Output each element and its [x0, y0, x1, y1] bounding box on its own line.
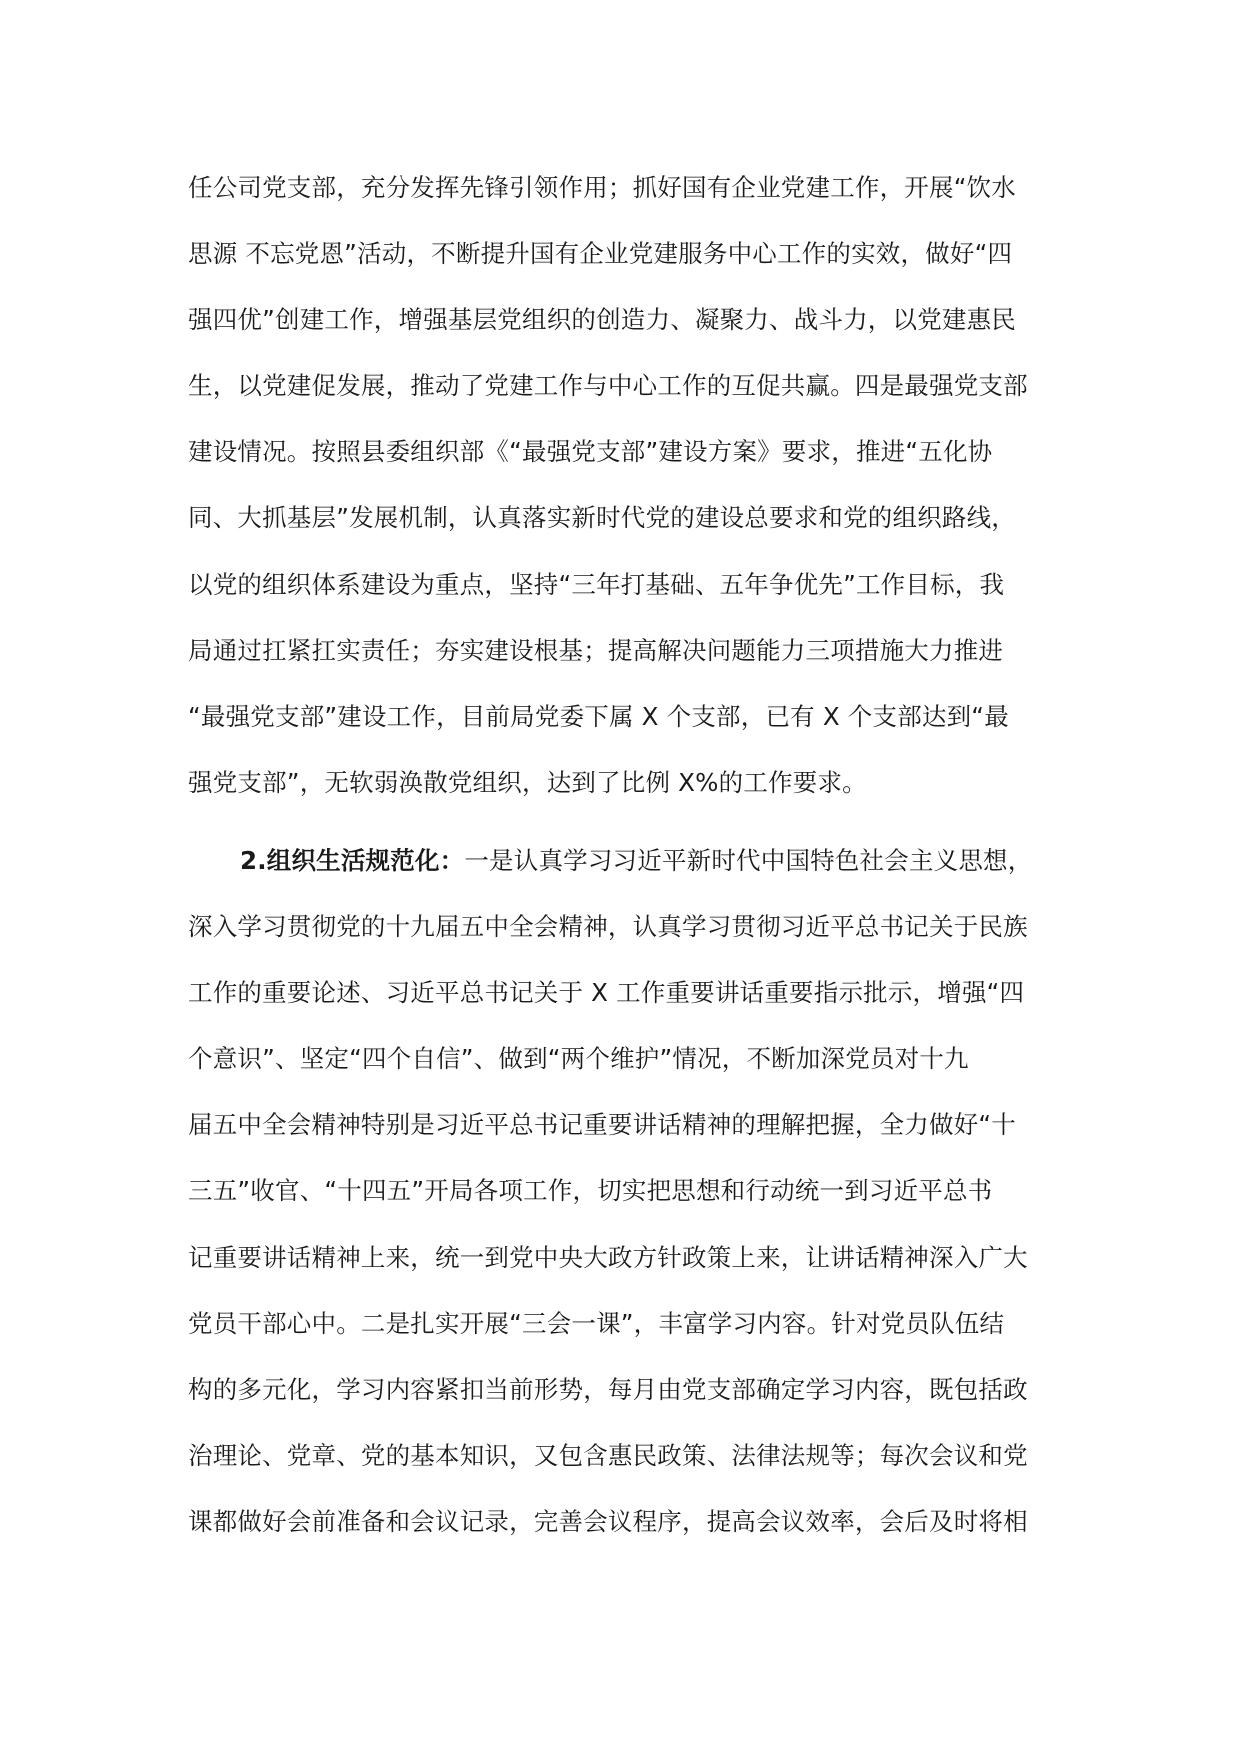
text-line: 强四优”创建工作，增强基层党组织的创造力、凝聚力、战斗力，以党建惠民 — [188, 305, 1016, 335]
paragraph-1 — [188, 168, 1058, 829]
text-line: 工作的重要论述、习近平总书记关于 X 工作重要讲话重要指示批示，增强“四 — [188, 978, 1025, 1008]
text-line: 记重要讲话精神上来，统一到党中央大政方针政策上来，让讲话精神深入广大 — [188, 1242, 1028, 1272]
paragraph-2 — [188, 841, 1058, 1568]
text-line: “最强党支部”建设工作，目前局党委下属 X 个支部，已有 X 个支部达到“最 — [188, 701, 1009, 731]
text-line: 治理论、党章、党的基本知识，又包含惠民政策、法律法规等；每次会议和党 — [188, 1440, 1028, 1470]
text-line: 三五”收官、“十四五”开局各项工作，切实把思想和行动统一到习近平总书 — [188, 1176, 993, 1206]
text-run: 一是认真学习习近平新时代中国特色社会主义思想， — [464, 845, 1033, 875]
text-line: 生，以党建促发展，推动了党建工作与中心工作的互促共赢。四是最强党支部 — [188, 371, 1028, 401]
text-line: 课都做好会前准备和会议记录，完善会议程序，提高会议效率，会后及时将相 — [188, 1506, 1028, 1536]
paragraph-2-first-line — [188, 841, 1058, 907]
text-line: 强党支部”，无软弱涣散党组织，达到了比例 X%的工作要求。 — [188, 767, 867, 797]
text-line: 局通过扛紧扛实责任；夯实建设根基；提高解决问题能力三项措施大力推进 — [188, 635, 1004, 665]
text-line: 党员干部心中。二是扎实开展“三会一课”，丰富学习内容。针对党员队伍结 — [188, 1308, 1005, 1338]
paragraph-gap — [188, 829, 1058, 841]
text-line: 个意识”、坚定“四个自信”、做到“两个维护”情况，不断加深党员对十九 — [188, 1044, 969, 1074]
text-line: 思源 不忘党恩”活动，不断提升国有企业党建服务中心工作的实效，做好“四 — [188, 239, 1013, 269]
text-line: 届五中全会精神特别是习近平总书记重要讲话精神的理解把握，全力做好“十 — [188, 1110, 1016, 1140]
text-line: 深入学习贯彻党的十九届五中全会精神，认真学习贯彻习近平总书记关于民族 — [188, 912, 1028, 942]
body-text — [188, 168, 1058, 1568]
text-line: 同、大抓基层”发展机制，认真落实新时代党的建设总要求和党的组织路线， — [188, 503, 1016, 533]
text-line: 以党的组织体系建设为重点，坚持“三年打基础、五年争优先”工作目标，我 — [188, 569, 1005, 599]
text-line: 构的多元化，学习内容紧扣当前形势，每月由党支部确定学习内容，既包括政 — [188, 1374, 1028, 1404]
text-line: 任公司党支部，充分发挥先锋引领作用；抓好国有企业党建工作，开展“饮水 — [188, 173, 1016, 202]
section-heading: 2.组织生活规范化： — [240, 845, 465, 875]
text-line: 建设情况。按照县委组织部《“最强党支部”建设方案》要求，推进“五化协 — [188, 437, 993, 467]
